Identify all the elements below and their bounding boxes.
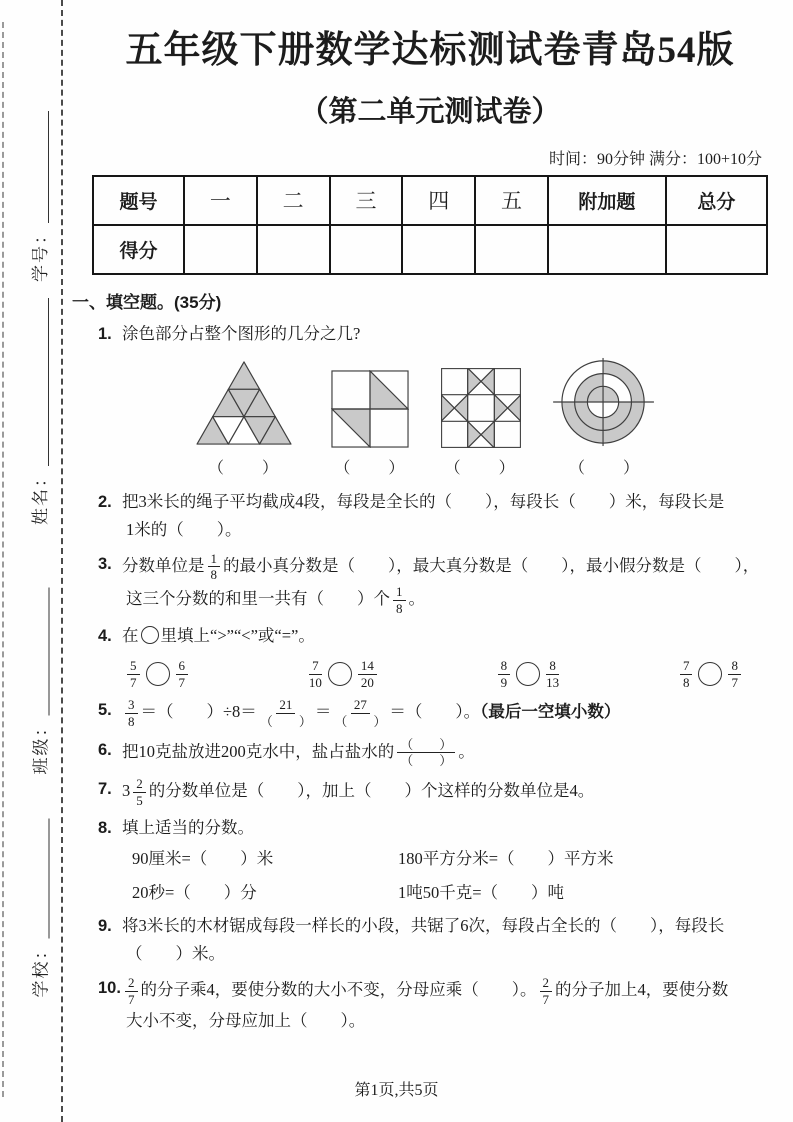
question-4-text: 在 (122, 626, 139, 646)
question-10-line1 (122, 976, 768, 1006)
score-empty-cell (475, 225, 548, 274)
score-table-cell-total: 总分 (666, 176, 767, 225)
question-7-number: 7. (98, 779, 112, 798)
question-5-text: ＝（ ）。 (389, 702, 481, 722)
question-8-conversions (132, 847, 768, 906)
comparison-circle-blank (146, 662, 170, 686)
question-8-number: 8. (98, 819, 112, 838)
sidebar-field-student-id (27, 82, 49, 282)
fraction-one-eighth: $\frac{1}{8}$ (208, 552, 221, 582)
fraction: $\frac{3}{8}$ (125, 698, 138, 728)
fraction: $\frac{7}{10}$ (308, 658, 322, 690)
score-table-cell-2: 二 (257, 176, 330, 225)
score-table-cell-timu: 题号 (93, 176, 184, 225)
triangle-fraction-figure (188, 358, 300, 448)
question-6-number: 6. (98, 740, 112, 759)
comparison-circle-blank (516, 662, 540, 686)
score-table-score-row (93, 225, 767, 274)
question-10-number: 10. (98, 978, 121, 997)
question-2 (92, 490, 768, 543)
question-7-text: 的分数单位是（ ），加上（ ）个这样的分数单位是4。 (148, 780, 595, 800)
fraction: $\frac{8}{7}$ (728, 659, 741, 689)
score-table (92, 175, 768, 275)
grid-star-fraction-figure (441, 368, 521, 448)
school-blank-line (45, 819, 50, 939)
question-4-comparisons (124, 659, 744, 689)
student-id-label: 学号： (31, 225, 50, 282)
figure-caption: （ ） (444, 460, 517, 478)
question-8 (92, 816, 768, 905)
section-one-heading: 一、填空题。(35分) (72, 292, 222, 312)
question-3-text: 分数单位是 (122, 555, 205, 575)
question-5-text: ＝ (314, 702, 332, 722)
comparison-item (124, 659, 191, 689)
question-3 (92, 552, 768, 616)
question-3-text: 这三个分数的和里一共有（ ）个 (126, 589, 390, 608)
question-5 (92, 698, 768, 728)
comparison-item (495, 659, 563, 689)
exam-title: 五年级下册数学达标测试卷青岛54版 (125, 30, 735, 71)
conversion-item: 90厘米=（ ）米 (132, 848, 274, 868)
conversion-item: 1吨50千克=（ ）吨 (398, 882, 565, 902)
score-empty-cell (257, 225, 330, 274)
question-5-text: ＝（ ）÷8＝ (140, 702, 257, 722)
question-4-heading (122, 624, 768, 649)
question-4 (92, 624, 768, 689)
fraction-with-blank: $\frac{27}{( )}$ (334, 697, 387, 730)
score-empty-cell (184, 225, 257, 274)
comparison-item (677, 659, 744, 689)
question-5-number: 5. (98, 701, 112, 720)
fraction: $\frac{6}{7}$ (176, 659, 189, 689)
school-label: 学校： (31, 940, 51, 998)
exam-page-content (72, 30, 768, 1034)
fraction: $\frac{2}{7}$ (125, 976, 138, 1006)
conversion-item: 180平方分米=（ ）平方米 (398, 848, 614, 868)
name-label: 姓名： (31, 468, 50, 525)
question-1-text: 涂色部分占整个图形的几分之几? (122, 323, 361, 343)
sidebar-field-name (27, 275, 49, 525)
fraction-with-blank: $\frac{21}{( )}$ (259, 697, 312, 730)
figure-block-grid-stars (441, 368, 521, 481)
exam-subtitle: （第二单元测试卷） (299, 95, 561, 128)
fraction-blank-over-blank: $\frac{( )}{( )}$ (397, 738, 455, 768)
question-10-text: 的分子加上4，要使分数 (555, 979, 729, 999)
score-empty-cell (666, 225, 767, 274)
fraction: $\frac{2}{7}$ (540, 976, 553, 1006)
seal-dashed-line (61, 0, 63, 1122)
sidebar-field-school (28, 803, 50, 998)
figure-block-triangle (188, 358, 300, 481)
question-9-line1: 将3米长的木材锯成每段一样长的小段，共锯了6次，每段占全长的（ ），每段长 (122, 916, 725, 936)
class-blank-line (45, 588, 50, 716)
question-10-line2: 大小不变，分母应加上（ ）。 (126, 1011, 366, 1031)
fraction: $\frac{5}{7}$ (127, 659, 140, 689)
student-id-blank-line (44, 111, 49, 223)
question-8-heading: 填上适当的分数。 (122, 818, 254, 838)
conversion-item: 20秒=（ ）分 (132, 882, 257, 902)
score-table-cell-3: 三 (330, 176, 403, 225)
question-2-line1: 把3米长的绳子平均截成4段，每段是全长的（ ），每段长（ ）米，每段长是 (122, 492, 725, 512)
fraction: $\frac{8}{13}$ (546, 658, 560, 690)
class-label: 班级： (31, 717, 51, 775)
page-edge-dash (2, 22, 4, 1097)
sidebar-field-class (28, 570, 50, 775)
square-fraction-figure (331, 370, 409, 448)
question-3-line1 (122, 552, 768, 582)
question-6-text: 。 (458, 741, 475, 761)
question-1-number: 1. (98, 324, 112, 343)
question-1 (92, 322, 768, 482)
footer-page-info: 第1页,共5页 (354, 1082, 439, 1099)
score-table-header-row (93, 176, 767, 225)
figure-caption: （ ） (568, 460, 641, 478)
comparison-circle-blank (698, 662, 722, 686)
fraction-one-eighth: $\frac{1}{8}$ (393, 585, 406, 615)
question-3-text: 的最小真分数是（ ），最大真分数是（ ），最小假分数是（ ）， (223, 555, 760, 575)
question-9-line2: （ ）米。 (126, 944, 225, 964)
question-3-line2 (122, 585, 768, 615)
comparison-circle-blank (328, 662, 352, 686)
figure-caption: （ ） (334, 460, 407, 478)
concentric-circles-fraction-figure (552, 356, 658, 448)
score-empty-cell (402, 225, 475, 274)
question-6 (92, 738, 768, 768)
figure-caption: （ ） (207, 460, 280, 478)
question-4-text: 里填上“>”“<”或“=”。 (160, 626, 315, 646)
score-empty-cell (330, 225, 403, 274)
circle-symbol (141, 626, 159, 644)
score-table-cell-bonus: 附加题 (548, 176, 666, 225)
fraction: $\frac{7}{8}$ (680, 659, 693, 689)
exam-time-score-info: 时间：90分钟 满分：100+10分 (548, 150, 762, 168)
question-3-number: 3. (98, 554, 112, 573)
question-5-note: （最后一空填小数） (480, 703, 621, 722)
figure-block-square (331, 370, 409, 481)
score-empty-cell (548, 225, 666, 274)
question-6-text: 把10克盐放进200克水中，盐占盐水的 (122, 741, 395, 761)
score-label-cell: 得分 (93, 225, 184, 274)
comparison-item (306, 659, 380, 689)
question-2-number: 2. (98, 493, 112, 512)
question-2-line2: 1米的（ ）。 (126, 520, 242, 540)
figure-block-circles (552, 356, 658, 481)
question-9-number: 9. (98, 917, 112, 936)
question-1-figures (188, 356, 658, 481)
fraction: $\frac{8}{9}$ (498, 659, 511, 689)
score-table-cell-5: 五 (475, 176, 548, 225)
question-7 (92, 777, 768, 807)
question-10 (92, 976, 768, 1034)
score-table-cell-4: 四 (402, 176, 475, 225)
question-10-text: 的分子乘4，要使分数的大小不变，分母应乘（ ）。 (140, 979, 537, 999)
question-9 (92, 914, 768, 967)
name-blank-line (44, 298, 49, 466)
mixed-number-whole: 3 (122, 780, 131, 800)
fraction: $\frac{2}{5}$ (133, 777, 146, 807)
fraction: $\frac{14}{20}$ (358, 659, 377, 689)
question-3-text: 。 (408, 589, 425, 608)
score-table-cell-1: 一 (184, 176, 257, 225)
question-4-number: 4. (98, 627, 112, 646)
